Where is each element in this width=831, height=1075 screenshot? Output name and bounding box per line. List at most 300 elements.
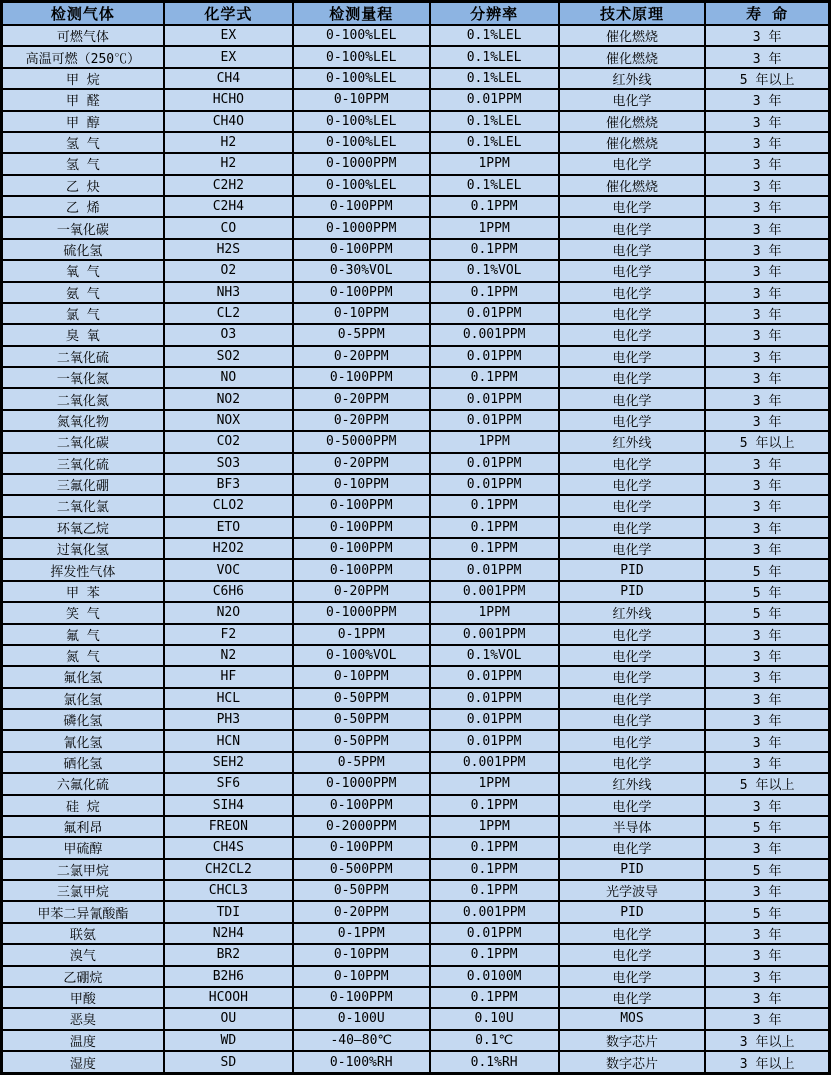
formula-cell: C2H2 xyxy=(164,175,293,196)
range-cell: 0-100%LEL xyxy=(293,175,430,196)
resolution-cell: 0.01PPM xyxy=(430,688,559,709)
formula-cell: NO xyxy=(164,367,293,388)
gas-name-cell: 六氟化硫 xyxy=(2,773,164,794)
lifespan-cell: 3 年 xyxy=(705,25,829,46)
resolution-cell: 0.1PPM xyxy=(430,837,559,858)
resolution-cell: 0.01PPM xyxy=(430,346,559,367)
table-row xyxy=(2,1051,830,1074)
gas-name-cell: 氯 气 xyxy=(2,303,164,324)
resolution-cell: 0.001PPM xyxy=(430,901,559,922)
formula-cell: EX xyxy=(164,46,293,67)
gas-name-cell: 湿度 xyxy=(2,1051,164,1074)
gas-name-cell: 乙 炔 xyxy=(2,175,164,196)
gas-name-cell: 甲酸 xyxy=(2,987,164,1008)
lifespan-cell: 3 年 xyxy=(705,175,829,196)
principle-cell: PID xyxy=(559,901,706,922)
principle-cell: 电化学 xyxy=(559,538,706,559)
resolution-cell: 0.1PPM xyxy=(430,987,559,1008)
table-row xyxy=(2,217,830,238)
lifespan-cell: 5 年以上 xyxy=(705,68,829,89)
table-row xyxy=(2,410,830,431)
resolution-cell: 0.01PPM xyxy=(430,303,559,324)
table-row xyxy=(2,688,830,709)
lifespan-cell: 3 年 xyxy=(705,1008,829,1029)
lifespan-cell: 5 年 xyxy=(705,816,829,837)
range-cell: 0-1PPM xyxy=(293,624,430,645)
principle-cell: 电化学 xyxy=(559,196,706,217)
resolution-cell: 0.01PPM xyxy=(430,730,559,751)
resolution-cell: 0.01PPM xyxy=(430,410,559,431)
formula-cell: BF3 xyxy=(164,474,293,495)
gas-name-cell: 溴气 xyxy=(2,944,164,965)
table-row xyxy=(2,474,830,495)
principle-cell: 红外线 xyxy=(559,68,706,89)
principle-cell: 电化学 xyxy=(559,517,706,538)
column-header-principle: 技术原理 xyxy=(559,2,706,26)
formula-cell: H2 xyxy=(164,153,293,174)
gas-name-cell: 三氯甲烷 xyxy=(2,880,164,901)
lifespan-cell: 3 年 xyxy=(705,752,829,773)
range-cell: 0-20PPM xyxy=(293,388,430,409)
resolution-cell: 1PPM xyxy=(430,431,559,452)
principle-cell: 电化学 xyxy=(559,987,706,1008)
principle-cell: 电化学 xyxy=(559,346,706,367)
lifespan-cell: 3 年 xyxy=(705,688,829,709)
range-cell: 0-1000PPM xyxy=(293,217,430,238)
gas-name-cell: 二氧化碳 xyxy=(2,431,164,452)
table-row xyxy=(2,752,830,773)
principle-cell: 电化学 xyxy=(559,303,706,324)
range-cell: 0-100%VOL xyxy=(293,645,430,666)
range-cell: 0-1000PPM xyxy=(293,153,430,174)
principle-cell: 光学波导 xyxy=(559,880,706,901)
table-row xyxy=(2,260,830,281)
gas-name-cell: 二氧化氯 xyxy=(2,495,164,516)
range-cell: 0-1000PPM xyxy=(293,602,430,623)
formula-cell: O2 xyxy=(164,260,293,281)
resolution-cell: 0.01PPM xyxy=(430,559,559,580)
table-row xyxy=(2,68,830,89)
principle-cell: 电化学 xyxy=(559,260,706,281)
formula-cell: NH3 xyxy=(164,282,293,303)
formula-cell: CL2 xyxy=(164,303,293,324)
principle-cell: 红外线 xyxy=(559,431,706,452)
range-cell: 0-5PPM xyxy=(293,324,430,345)
range-cell: 0-30%VOL xyxy=(293,260,430,281)
resolution-cell: 0.1%LEL xyxy=(430,68,559,89)
principle-cell: 电化学 xyxy=(559,453,706,474)
range-cell: 0-50PPM xyxy=(293,709,430,730)
lifespan-cell: 3 年 xyxy=(705,709,829,730)
principle-cell: 催化燃烧 xyxy=(559,111,706,132)
range-cell: 0-5000PPM xyxy=(293,431,430,452)
gas-name-cell: 氨 气 xyxy=(2,282,164,303)
principle-cell: 催化燃烧 xyxy=(559,46,706,67)
table-row xyxy=(2,324,830,345)
table-row xyxy=(2,581,830,602)
principle-cell: 红外线 xyxy=(559,602,706,623)
formula-cell: CHCL3 xyxy=(164,880,293,901)
resolution-cell: 1PPM xyxy=(430,602,559,623)
range-cell: 0-50PPM xyxy=(293,730,430,751)
gas-name-cell: 臭 氧 xyxy=(2,324,164,345)
lifespan-cell: 3 年 xyxy=(705,517,829,538)
gas-name-cell: 过氧化氢 xyxy=(2,538,164,559)
table-row xyxy=(2,453,830,474)
table-row xyxy=(2,132,830,153)
gas-name-cell: 氢 气 xyxy=(2,132,164,153)
formula-cell: NO2 xyxy=(164,388,293,409)
formula-cell: SD xyxy=(164,1051,293,1074)
resolution-cell: 1PPM xyxy=(430,153,559,174)
formula-cell: SF6 xyxy=(164,773,293,794)
range-cell: 0-100PPM xyxy=(293,987,430,1008)
table-row xyxy=(2,538,830,559)
table-row xyxy=(2,880,830,901)
table-row xyxy=(2,730,830,751)
table-row xyxy=(2,25,830,46)
resolution-cell: 0.1%VOL xyxy=(430,645,559,666)
principle-cell: 电化学 xyxy=(559,217,706,238)
table-row xyxy=(2,282,830,303)
gas-name-cell: 氯化氢 xyxy=(2,688,164,709)
formula-cell: N2 xyxy=(164,645,293,666)
lifespan-cell: 3 年 xyxy=(705,837,829,858)
resolution-cell: 0.01PPM xyxy=(430,709,559,730)
table-row xyxy=(2,923,830,944)
resolution-cell: 1PPM xyxy=(430,773,559,794)
principle-cell: 电化学 xyxy=(559,153,706,174)
table-row xyxy=(2,944,830,965)
lifespan-cell: 3 年 xyxy=(705,474,829,495)
table-row xyxy=(2,709,830,730)
principle-cell: 催化燃烧 xyxy=(559,132,706,153)
principle-cell: 电化学 xyxy=(559,624,706,645)
lifespan-cell: 3 年 xyxy=(705,153,829,174)
resolution-cell: 0.1PPM xyxy=(430,196,559,217)
principle-cell: 电化学 xyxy=(559,495,706,516)
formula-cell: CH2CL2 xyxy=(164,859,293,880)
principle-cell: 半导体 xyxy=(559,816,706,837)
lifespan-cell: 3 年 xyxy=(705,388,829,409)
formula-cell: CO xyxy=(164,217,293,238)
range-cell: 0-20PPM xyxy=(293,901,430,922)
range-cell: 0-2000PPM xyxy=(293,816,430,837)
principle-cell: 电化学 xyxy=(559,688,706,709)
formula-cell: HCHO xyxy=(164,89,293,110)
formula-cell: CLO2 xyxy=(164,495,293,516)
table-row xyxy=(2,816,830,837)
formula-cell: BR2 xyxy=(164,944,293,965)
table-row xyxy=(2,517,830,538)
range-cell: 0-10PPM xyxy=(293,966,430,987)
principle-cell: 电化学 xyxy=(559,239,706,260)
table-row xyxy=(2,388,830,409)
table-body xyxy=(2,25,830,1074)
lifespan-cell: 5 年 xyxy=(705,559,829,580)
gas-name-cell: 挥发性气体 xyxy=(2,559,164,580)
gas-name-cell: 硅 烷 xyxy=(2,795,164,816)
gas-name-cell: 乙硼烷 xyxy=(2,966,164,987)
resolution-cell: 1PPM xyxy=(430,217,559,238)
resolution-cell: 0.1℃ xyxy=(430,1030,559,1051)
formula-cell: CH4S xyxy=(164,837,293,858)
principle-cell: PID xyxy=(559,559,706,580)
gas-name-cell: 甲苯二异氰酸酯 xyxy=(2,901,164,922)
table-row xyxy=(2,153,830,174)
formula-cell: PH3 xyxy=(164,709,293,730)
table-row xyxy=(2,1030,830,1051)
principle-cell: 电化学 xyxy=(559,730,706,751)
principle-cell: 电化学 xyxy=(559,645,706,666)
resolution-cell: 0.01PPM xyxy=(430,453,559,474)
resolution-cell: 0.0100M xyxy=(430,966,559,987)
principle-cell: 电化学 xyxy=(559,966,706,987)
range-cell: 0-1000PPM xyxy=(293,773,430,794)
principle-cell: 电化学 xyxy=(559,282,706,303)
range-cell: 0-20PPM xyxy=(293,346,430,367)
range-cell: 0-100PPM xyxy=(293,196,430,217)
lifespan-cell: 5 年 xyxy=(705,901,829,922)
formula-cell: B2H6 xyxy=(164,966,293,987)
resolution-cell: 0.1PPM xyxy=(430,282,559,303)
range-cell: 0-100PPM xyxy=(293,282,430,303)
table-row xyxy=(2,46,830,67)
principle-cell: 电化学 xyxy=(559,752,706,773)
range-cell: 0-100%LEL xyxy=(293,25,430,46)
principle-cell: 电化学 xyxy=(559,923,706,944)
resolution-cell: 0.001PPM xyxy=(430,752,559,773)
resolution-cell: 0.1%RH xyxy=(430,1051,559,1074)
formula-cell: NOX xyxy=(164,410,293,431)
table-row xyxy=(2,559,830,580)
lifespan-cell: 3 年 xyxy=(705,346,829,367)
gas-name-cell: 氢 气 xyxy=(2,153,164,174)
gas-name-cell: 氟利昂 xyxy=(2,816,164,837)
resolution-cell: 0.01PPM xyxy=(430,474,559,495)
principle-cell: 电化学 xyxy=(559,795,706,816)
column-header-range: 检测量程 xyxy=(293,2,430,26)
gas-name-cell: 甲 苯 xyxy=(2,581,164,602)
gas-name-cell: 氟 气 xyxy=(2,624,164,645)
range-cell: 0-20PPM xyxy=(293,581,430,602)
lifespan-cell: 3 年 xyxy=(705,111,829,132)
principle-cell: 数字芯片 xyxy=(559,1051,706,1074)
column-header-gas: 检测气体 xyxy=(2,2,164,26)
table-row xyxy=(2,645,830,666)
gas-name-cell: 甲硫醇 xyxy=(2,837,164,858)
lifespan-cell: 3 年 xyxy=(705,730,829,751)
range-cell: 0-50PPM xyxy=(293,688,430,709)
lifespan-cell: 3 年 xyxy=(705,132,829,153)
gas-name-cell: 一氧化氮 xyxy=(2,367,164,388)
principle-cell: 电化学 xyxy=(559,324,706,345)
gas-name-cell: 氮氧化物 xyxy=(2,410,164,431)
resolution-cell: 0.001PPM xyxy=(430,324,559,345)
formula-cell: CH4O xyxy=(164,111,293,132)
table-row xyxy=(2,367,830,388)
lifespan-cell: 5 年以上 xyxy=(705,773,829,794)
range-cell: 0-10PPM xyxy=(293,666,430,687)
formula-cell: C2H4 xyxy=(164,196,293,217)
table-row xyxy=(2,431,830,452)
lifespan-cell: 3 年 xyxy=(705,89,829,110)
table-row xyxy=(2,239,830,260)
principle-cell: 电化学 xyxy=(559,944,706,965)
gas-name-cell: 高温可燃（250℃） xyxy=(2,46,164,67)
table-row xyxy=(2,89,830,110)
formula-cell: SO2 xyxy=(164,346,293,367)
table-row xyxy=(2,1008,830,1029)
lifespan-cell: 3 年 xyxy=(705,303,829,324)
lifespan-cell: 3 年 xyxy=(705,217,829,238)
gas-name-cell: 磷化氢 xyxy=(2,709,164,730)
principle-cell: 电化学 xyxy=(559,709,706,730)
range-cell: 0-100%LEL xyxy=(293,132,430,153)
gas-name-cell: 笑 气 xyxy=(2,602,164,623)
formula-cell: H2 xyxy=(164,132,293,153)
column-header-lifespan: 寿 命 xyxy=(705,2,829,26)
range-cell: 0-100PPM xyxy=(293,239,430,260)
table-row xyxy=(2,987,830,1008)
resolution-cell: 0.1PPM xyxy=(430,239,559,260)
range-cell: 0-10PPM xyxy=(293,474,430,495)
principle-cell: 电化学 xyxy=(559,367,706,388)
resolution-cell: 0.1%VOL xyxy=(430,260,559,281)
lifespan-cell: 3 年 xyxy=(705,453,829,474)
principle-cell: 电化学 xyxy=(559,666,706,687)
gas-name-cell: 二氧化硫 xyxy=(2,346,164,367)
resolution-cell: 0.1PPM xyxy=(430,367,559,388)
range-cell: 0-100%LEL xyxy=(293,46,430,67)
lifespan-cell: 3 年 xyxy=(705,495,829,516)
principle-cell: 红外线 xyxy=(559,773,706,794)
gas-name-cell: 三氟化硼 xyxy=(2,474,164,495)
principle-cell: 电化学 xyxy=(559,388,706,409)
table-row xyxy=(2,966,830,987)
principle-cell: 催化燃烧 xyxy=(559,25,706,46)
range-cell: 0-100PPM xyxy=(293,517,430,538)
gas-name-cell: 硒化氢 xyxy=(2,752,164,773)
resolution-cell: 0.01PPM xyxy=(430,666,559,687)
formula-cell: CH4 xyxy=(164,68,293,89)
range-cell: 0-100%LEL xyxy=(293,68,430,89)
gas-name-cell: 甲 醛 xyxy=(2,89,164,110)
formula-cell: F2 xyxy=(164,624,293,645)
resolution-cell: 0.1PPM xyxy=(430,944,559,965)
lifespan-cell: 3 年 xyxy=(705,538,829,559)
table-row xyxy=(2,602,830,623)
gas-name-cell: 二氧化氮 xyxy=(2,388,164,409)
principle-cell: 电化学 xyxy=(559,474,706,495)
formula-cell: SEH2 xyxy=(164,752,293,773)
resolution-cell: 0.10U xyxy=(430,1008,559,1029)
resolution-cell: 0.1PPM xyxy=(430,495,559,516)
resolution-cell: 0.1PPM xyxy=(430,517,559,538)
gas-name-cell: 甲 烷 xyxy=(2,68,164,89)
formula-cell: SIH4 xyxy=(164,795,293,816)
resolution-cell: 0.001PPM xyxy=(430,624,559,645)
lifespan-cell: 3 年 xyxy=(705,923,829,944)
principle-cell: 数字芯片 xyxy=(559,1030,706,1051)
lifespan-cell: 5 年 xyxy=(705,581,829,602)
resolution-cell: 0.1%LEL xyxy=(430,111,559,132)
gas-name-cell: 二氯甲烷 xyxy=(2,859,164,880)
gas-name-cell: 硫化氢 xyxy=(2,239,164,260)
gas-name-cell: 环氧乙烷 xyxy=(2,517,164,538)
range-cell: 0-100PPM xyxy=(293,495,430,516)
gas-name-cell: 甲 醇 xyxy=(2,111,164,132)
principle-cell: PID xyxy=(559,859,706,880)
lifespan-cell: 3 年 xyxy=(705,367,829,388)
resolution-cell: 0.1%LEL xyxy=(430,132,559,153)
table-row xyxy=(2,901,830,922)
range-cell: 0-10PPM xyxy=(293,303,430,324)
lifespan-cell: 3 年 xyxy=(705,795,829,816)
formula-cell: N2H4 xyxy=(164,923,293,944)
formula-cell: WD xyxy=(164,1030,293,1051)
gas-name-cell: 氟化氢 xyxy=(2,666,164,687)
column-header-resolution: 分辨率 xyxy=(430,2,559,26)
table-row xyxy=(2,624,830,645)
gas-name-cell: 温度 xyxy=(2,1030,164,1051)
resolution-cell: 0.1%LEL xyxy=(430,46,559,67)
formula-cell: HCL xyxy=(164,688,293,709)
principle-cell: 电化学 xyxy=(559,89,706,110)
table-row xyxy=(2,346,830,367)
lifespan-cell: 3 年 xyxy=(705,666,829,687)
formula-cell: ETO xyxy=(164,517,293,538)
lifespan-cell: 3 年 xyxy=(705,624,829,645)
range-cell: 0-100PPM xyxy=(293,559,430,580)
table-row xyxy=(2,196,830,217)
resolution-cell: 0.1PPM xyxy=(430,880,559,901)
range-cell: 0-500PPM xyxy=(293,859,430,880)
lifespan-cell: 3 年 xyxy=(705,645,829,666)
range-cell: 0-10PPM xyxy=(293,944,430,965)
range-cell: 0-100PPM xyxy=(293,837,430,858)
table-row xyxy=(2,175,830,196)
lifespan-cell: 3 年 xyxy=(705,196,829,217)
formula-cell: HCOOH xyxy=(164,987,293,1008)
resolution-cell: 0.001PPM xyxy=(430,581,559,602)
gas-name-cell: 氮 气 xyxy=(2,645,164,666)
resolution-cell: 0.01PPM xyxy=(430,923,559,944)
lifespan-cell: 3 年以上 xyxy=(705,1051,829,1074)
gas-name-cell: 氧 气 xyxy=(2,260,164,281)
gas-name-cell: 可燃气体 xyxy=(2,25,164,46)
lifespan-cell: 5 年 xyxy=(705,859,829,880)
lifespan-cell: 5 年以上 xyxy=(705,431,829,452)
range-cell: 0-100PPM xyxy=(293,538,430,559)
formula-cell: O3 xyxy=(164,324,293,345)
formula-cell: SO3 xyxy=(164,453,293,474)
resolution-cell: 0.01PPM xyxy=(430,388,559,409)
lifespan-cell: 3 年 xyxy=(705,239,829,260)
lifespan-cell: 5 年 xyxy=(705,602,829,623)
formula-cell: HF xyxy=(164,666,293,687)
range-cell: 0-20PPM xyxy=(293,453,430,474)
table-row xyxy=(2,666,830,687)
formula-cell: HCN xyxy=(164,730,293,751)
gas-name-cell: 联氨 xyxy=(2,923,164,944)
resolution-cell: 0.1%LEL xyxy=(430,25,559,46)
resolution-cell: 0.1PPM xyxy=(430,859,559,880)
resolution-cell: 0.01PPM xyxy=(430,89,559,110)
table-row xyxy=(2,837,830,858)
lifespan-cell: 3 年 xyxy=(705,260,829,281)
formula-cell: H2S xyxy=(164,239,293,260)
